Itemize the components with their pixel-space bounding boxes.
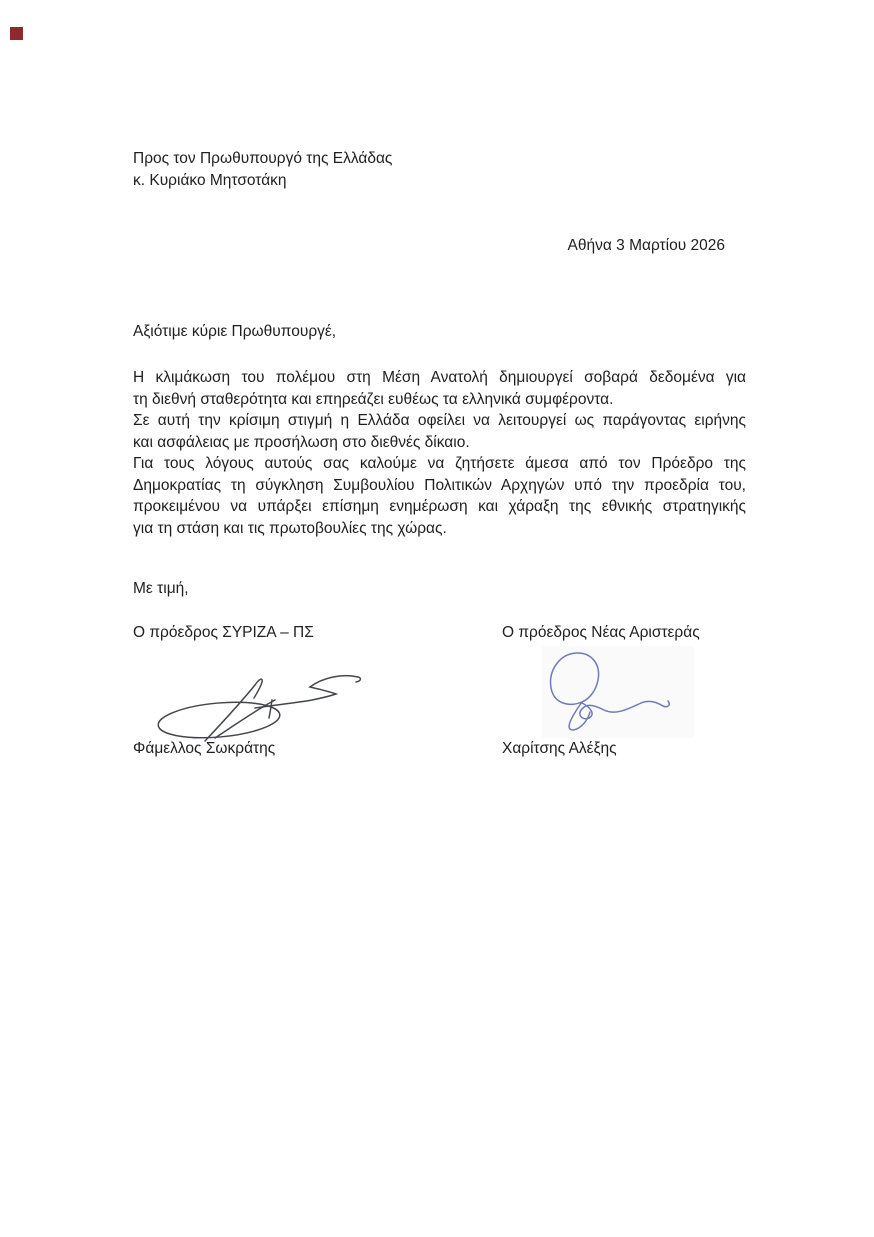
signer-names-row <box>0 738 874 760</box>
body-line: και ασφάλειας με προσήλωση στο διεθνές δίκαιο. <box>133 433 470 451</box>
signer-title-left: Ο πρόεδρος ΣΥΡΙΖΑ – ΠΣ <box>133 624 314 641</box>
salutation: Αξιότιμε κύριε Πρωθυπουργέ, <box>133 323 337 340</box>
closing-phrase: Με τιμή, <box>133 580 189 597</box>
signer-title-right: Ο πρόεδρος Νέας Αριστεράς <box>502 624 700 641</box>
body-line: Η κλιμάκωση του πολέμου στη Μέση Ανατολή δημιουργεί σοβαρά δεδομένα για <box>133 369 746 386</box>
signature-right-icon <box>542 646 694 738</box>
body-line: Σε αυτή την κρίσιμη στιγμή η Ελλάδα οφείλει να λειτουργεί ως παράγοντας ειρήνης <box>133 412 746 429</box>
signer-name-right: Χαρίτσης Αλέξης <box>502 740 617 757</box>
recipient-line-2: κ. Κυριάκο Μητσοτάκη <box>133 171 287 189</box>
signer-titles-row <box>0 622 874 644</box>
letter-body <box>133 367 746 539</box>
date-line: Αθήνα 3 Μαρτίου 2026 <box>567 237 725 254</box>
body-line: προκειμένου να υπάρξει επίσημη ενημέρωση και χάραξη της εθνικής στρατηγικής <box>133 498 746 515</box>
red-corner-marker <box>10 27 23 40</box>
signature-left-icon <box>150 663 365 743</box>
body-line: για τη στάση και τις πρωτοβουλίες της χώρας. <box>133 519 447 537</box>
body-line: Δημοκρατίας τη σύγκληση Συμβουλίου Πολιτικών Αρχηγών υπό την προεδρία του, <box>133 476 746 494</box>
body-line: Για τους λόγους αυτούς σας καλούμε να ζητήσετε άμεσα από τον Πρόεδρο της <box>133 455 746 472</box>
recipient-block <box>133 148 392 191</box>
body-line: τη διεθνή σταθερότητα και επηρεάζει ευθέως τα ελληνικά συμφέροντα. <box>133 390 614 408</box>
recipient-line-1: Προς τον Πρωθυπουργό της Ελλάδας <box>133 150 393 167</box>
signer-name-left: Φάμελλος Σωκράτης <box>133 740 276 757</box>
